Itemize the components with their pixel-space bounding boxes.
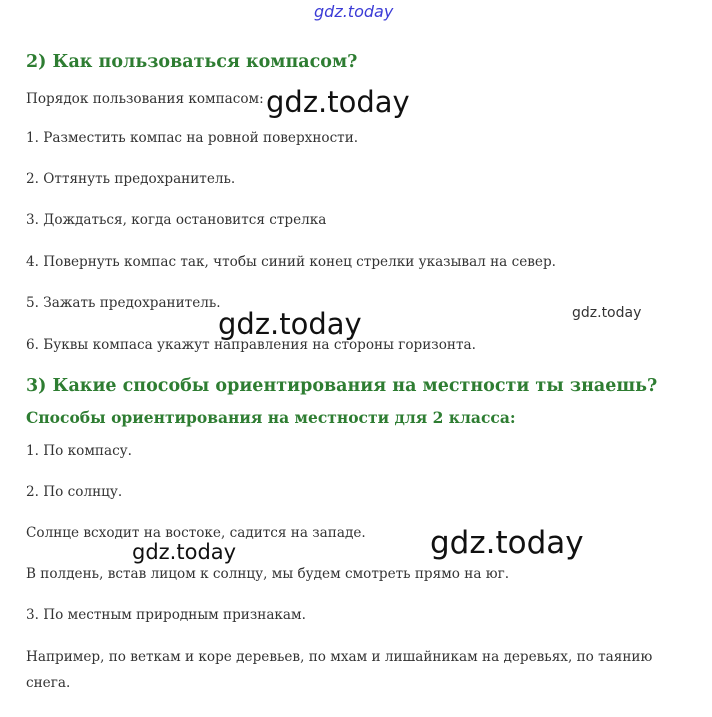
list-item: 1. По компасу.	[26, 443, 133, 459]
list-item: 2. Оттянуть предохранитель.	[26, 171, 236, 187]
list-item: 3. Дождаться, когда остановится стрелка	[26, 212, 327, 228]
section-heading-orientation: 3) Какие способы ориентирования на местности ты знаешь?	[26, 376, 658, 396]
watermark: gdz.today	[266, 85, 410, 119]
watermark: gdz.today	[430, 525, 584, 561]
list-item: 4. Повернуть компас так, чтобы синий конец стрелки указывал на север.	[26, 254, 556, 270]
list-item: 3. По местным природным признакам.	[26, 607, 306, 623]
section-subheading: Способы ориентирования на местности для 2 класса:	[26, 408, 516, 427]
watermark: gdz.today	[218, 307, 362, 341]
watermark: gdz.today	[132, 540, 237, 564]
paragraph-intro: Порядок пользования компасом:	[26, 91, 264, 107]
paragraph: Солнце всходит на востоке, садится на западе.	[26, 525, 366, 541]
list-item: 6. Буквы компаса укажут направления на стороны горизонта.	[26, 337, 476, 353]
paragraph: Например, по веткам и коре деревьев, по мхам и лишайникам на деревьях, по таянию снега.	[26, 649, 653, 691]
list-item: 5. Зажать предохранитель.	[26, 295, 221, 311]
list-item: 2. По солнцу.	[26, 484, 123, 500]
list-item: 1. Разместить компас на ровной поверхности.	[26, 130, 359, 146]
section-heading-compass: 2) Как пользоваться компасом?	[26, 52, 358, 72]
watermark: gdz.today	[572, 305, 642, 321]
watermark-top: gdz.today	[314, 2, 394, 21]
paragraph: В полдень, встав лицом к солнцу, мы будем смотреть прямо на юг.	[26, 566, 510, 582]
